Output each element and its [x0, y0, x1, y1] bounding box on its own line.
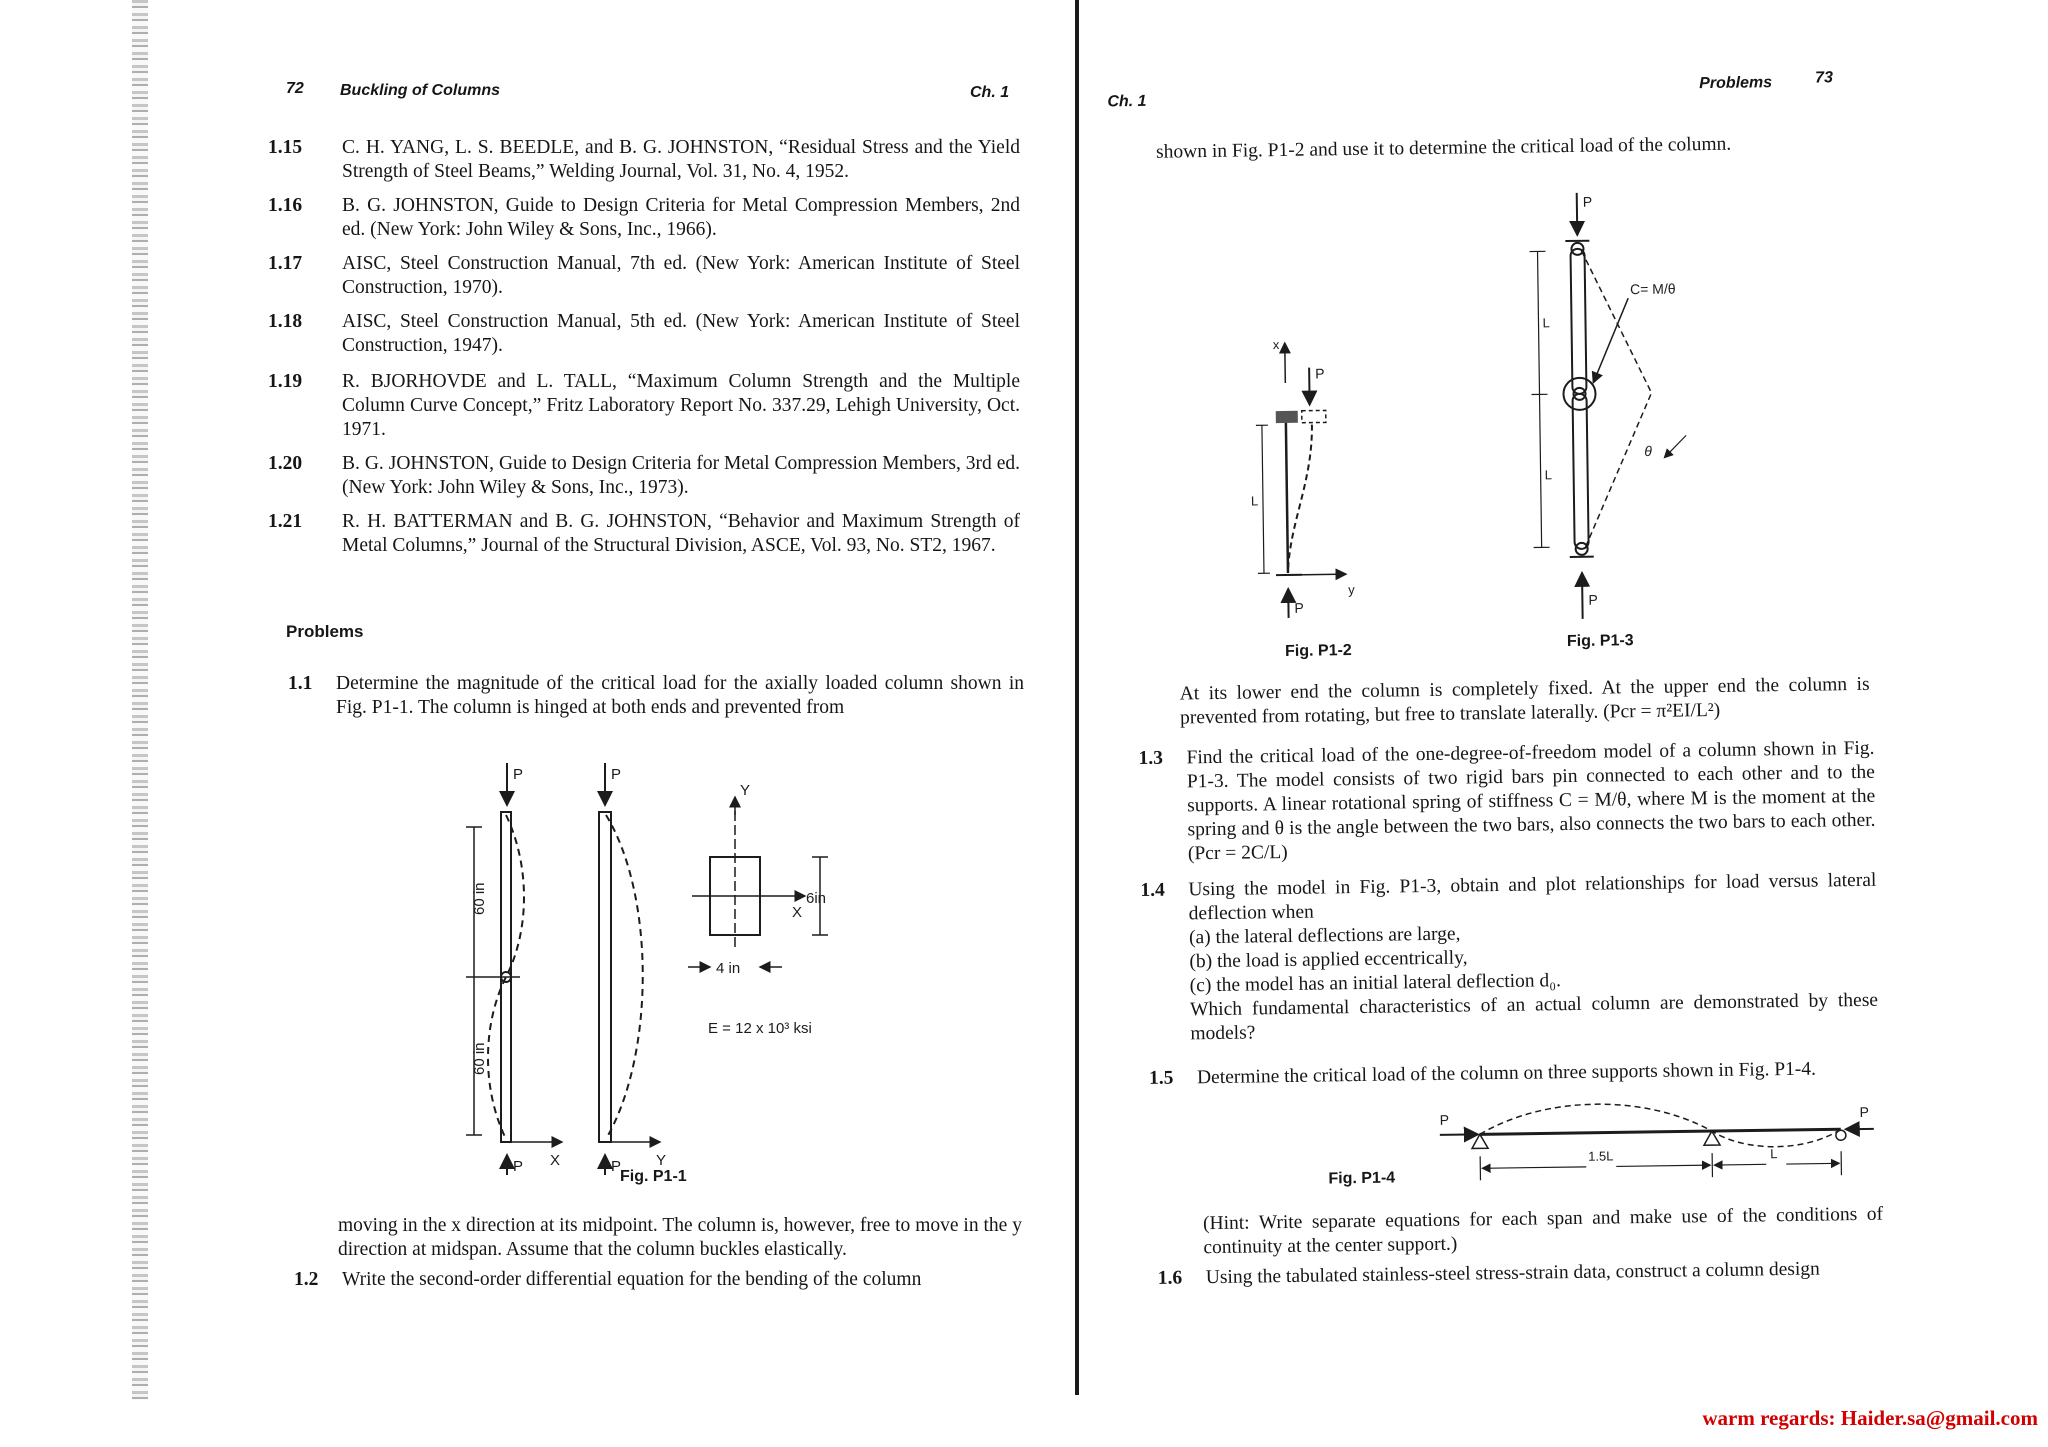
dimension-upper: 60 in: [471, 882, 488, 915]
chapter-label-right: Ch. 1: [1107, 92, 1147, 111]
load-label: P: [611, 1158, 622, 1175]
problem-continuation: moving in the x direction at its midpoint. The column is, however, free to move in the y direction at midspan. Assume that the column buckles elastically.: [338, 1215, 1022, 1260]
problem-number: 1.5: [1148, 1067, 1174, 1089]
figure-p1-1: [420, 755, 960, 1175]
reference-number: 1.19: [268, 371, 303, 392]
figure-p1-4: [1435, 1099, 1876, 1195]
problem-item-b: (b) the load is applied eccentrically,: [1189, 947, 1468, 973]
problem-1-3: [1138, 737, 1876, 867]
section-width-label: 4 in: [716, 960, 741, 977]
section-axis-y: Y: [740, 782, 751, 799]
reference-item: [270, 252, 1020, 300]
reference-text: C. H. YANG, L. S. BEEDLE, and B. G. JOHNSTON, “Residual Stress and the Yield Strength of Steel Beams,” Welding Journal, Vol. 31, No. 4, 1952.: [342, 137, 1020, 182]
reference-item: [270, 510, 1020, 558]
problem-1-5: [1149, 1057, 1879, 1091]
left-page: [270, 0, 1030, 1400]
support-center: [1704, 1131, 1720, 1145]
load-label: P: [1315, 365, 1325, 382]
reference-text: R. BJORHOVDE and L. TALL, “Maximum Column Strength and the Multiple Column Curve Concept,” Fritz Laboratory Report No. 337.29, Lehigh University, Oct. 1971.: [342, 371, 1020, 440]
reference-text: B. G. JOHNSTON, Guide to Design Criteria for Metal Compression Members, 2nd ed. (New York: John Wiley & Sons, Inc., 1966).: [342, 195, 1020, 240]
top-guide: [1276, 411, 1298, 423]
problem-text: Find the critical load of the one-degree-of-freedom model of a column shown in Fig. P1-3. The model consists of two rigid bars pin connected to each other and to the supports. A linear rotational spring of stiffness C = M/θ, where M is the moment at the spring and θ is the angle between the two bars, also connects the two bars to each other. (Pcr = 2C/L): [1186, 737, 1876, 865]
reference-number: 1.18: [268, 311, 303, 332]
chapter-label-left: Ch. 1: [970, 84, 1010, 101]
right-page: [1100, 0, 1909, 1405]
reference-text: B. G. JOHNSTON, Guide to Design Criteria for Metal Compression Members, 3rd ed. (New York: John Wiley & Sons, Inc., 1973).: [342, 453, 1020, 498]
problem-number: 1.6: [1157, 1267, 1183, 1289]
fixed-column-note: At its lower end the column is completely fixed. At the upper end the column is prevented from rotating, but free to translate laterally. (Pcr = π²EI/L²): [1179, 673, 1870, 729]
reference-number: 1.21: [268, 511, 303, 532]
problem-text: Determine the critical load of the column on three supports shown in Fig. P1-4.: [1196, 1058, 1817, 1089]
load-label: P: [1588, 591, 1598, 608]
rigid-bar-lower: [1573, 394, 1589, 549]
problem-text: Using the tabulated stainless-steel stress-strain data, construct a column design: [1205, 1258, 1821, 1289]
support-left: [1472, 1134, 1488, 1148]
problems-heading: Problems: [286, 622, 364, 641]
dimension-lower: 60 in: [471, 1042, 488, 1075]
problem-text: [1188, 869, 1878, 1047]
column: [1286, 423, 1288, 573]
buckled-shape: [1286, 425, 1314, 573]
support-right: [1836, 1130, 1846, 1140]
section-depth-label: 6in: [806, 890, 827, 907]
hint-text: (Hint: Write separate equations for each span and make use of the conditions of continuity at the center support.): [1202, 1203, 1884, 1259]
rigid-bar-upper: [1570, 249, 1586, 394]
problem-closing: Which fundamental characteristics of an actual column are demonstrated by these models?: [1189, 989, 1879, 1045]
section-axis-x: X: [792, 904, 803, 921]
reference-item: [270, 370, 1020, 442]
column-2: [599, 812, 611, 1142]
figure-p1-2: [1250, 331, 1439, 633]
reference-text: AISC, Steel Construction Manual, 7th ed. (New York: American Institute of Steel Construction, 1970).: [342, 253, 1020, 298]
angle-label: θ: [1644, 442, 1653, 459]
reference-text: AISC, Steel Construction Manual, 5th ed. (New York: American Institute of Steel Construction, 1947).: [342, 311, 1020, 356]
reference-item: [270, 310, 1020, 358]
reference-number: 1.17: [268, 253, 303, 274]
spring-label: C= M/θ: [1629, 280, 1676, 298]
watermark: warm regards: Haider.sa@gmail.com: [1702, 1406, 2038, 1430]
length-label-lower: L: [1544, 467, 1552, 483]
problem-1-1: [288, 672, 1024, 720]
load-label-right: P: [1859, 1103, 1870, 1121]
problem-1-6: [1158, 1257, 1882, 1291]
length-label-upper: L: [1542, 315, 1550, 331]
problem-item-a: (a) the lateral deflections are large,: [1188, 923, 1461, 949]
buckled-shape: [1479, 1101, 1841, 1151]
problem-text: Write the second-order differential equation for the bending of the column: [342, 1269, 922, 1290]
figure-p1-3: [1523, 186, 1789, 630]
problem-number: 1.3: [1138, 747, 1164, 770]
reference-item: [270, 194, 1020, 242]
problem-text: Determine the magnitude of the critical load for the axially loaded column shown in Fig. P1-1. The column is hinged at both ends and prevented from: [336, 673, 1024, 718]
column: [1480, 1129, 1841, 1134]
axis-y-label: Y: [656, 1152, 667, 1169]
reference-item: [270, 452, 1020, 500]
continuation-top: shown in Fig. P1-2 and use it to determine the critical load of the column.: [1155, 133, 1732, 163]
figure-caption-p1-2: Fig. P1-2: [1284, 642, 1352, 660]
load-label: P: [611, 766, 622, 783]
problem-item-c: (c) the model has an initial lateral deflection d₀.: [1189, 970, 1562, 997]
reference-number: 1.15: [268, 137, 303, 158]
length-label: L: [1250, 493, 1259, 509]
reference-text: R. H. BATTERMAN and B. G. JOHNSTON, “Behavior and Maximum Strength of Metal Columns,” Journal of the Structural Division, ASCE, Vol. 93, No. ST2, 1967.: [342, 511, 1020, 556]
load-label: P: [513, 766, 524, 783]
page-number-left: 72: [286, 80, 304, 97]
load-label: P: [1582, 193, 1593, 210]
problem-1-4: [1140, 869, 1878, 1047]
problem-number: 1.2: [294, 1269, 319, 1290]
running-title-right: Problems: [1699, 74, 1773, 93]
load-label: P: [1294, 599, 1304, 616]
axis-y-label: y: [1348, 582, 1355, 598]
figure-caption-p1-3: Fig. P1-3: [1566, 632, 1634, 651]
figure-caption-p1-4: Fig. P1-4: [1328, 1169, 1396, 1188]
reference-number: 1.20: [268, 453, 303, 474]
load-label-left: P: [1439, 1111, 1450, 1128]
problem-number: 1.4: [1140, 879, 1165, 902]
reference-number: 1.16: [268, 195, 303, 216]
axis-x-label: X: [550, 1152, 561, 1169]
page-number-right: 73: [1815, 69, 1834, 87]
problem-1-2: [294, 1268, 1024, 1292]
span-long-label: 1.5L: [1588, 1148, 1614, 1164]
load-label: P: [513, 1158, 524, 1175]
modulus-label: E = 12 x 10³ ksi: [708, 1020, 812, 1037]
problem-intro: Using the model in Fig. P1-3, obtain and plot relationships for load versus lateral deflection when: [1188, 869, 1877, 925]
reference-item: [270, 136, 1020, 184]
page-gutter: [1075, 0, 1079, 1395]
span-short-label: L: [1770, 1146, 1778, 1162]
figure-caption-p1-1: Fig. P1-1: [620, 1168, 687, 1185]
axis-x-label: x: [1272, 337, 1280, 353]
running-title-left: Buckling of Columns: [340, 82, 500, 99]
problem-number: 1.1: [288, 673, 313, 694]
book-binding-shadow: [132, 0, 148, 1400]
